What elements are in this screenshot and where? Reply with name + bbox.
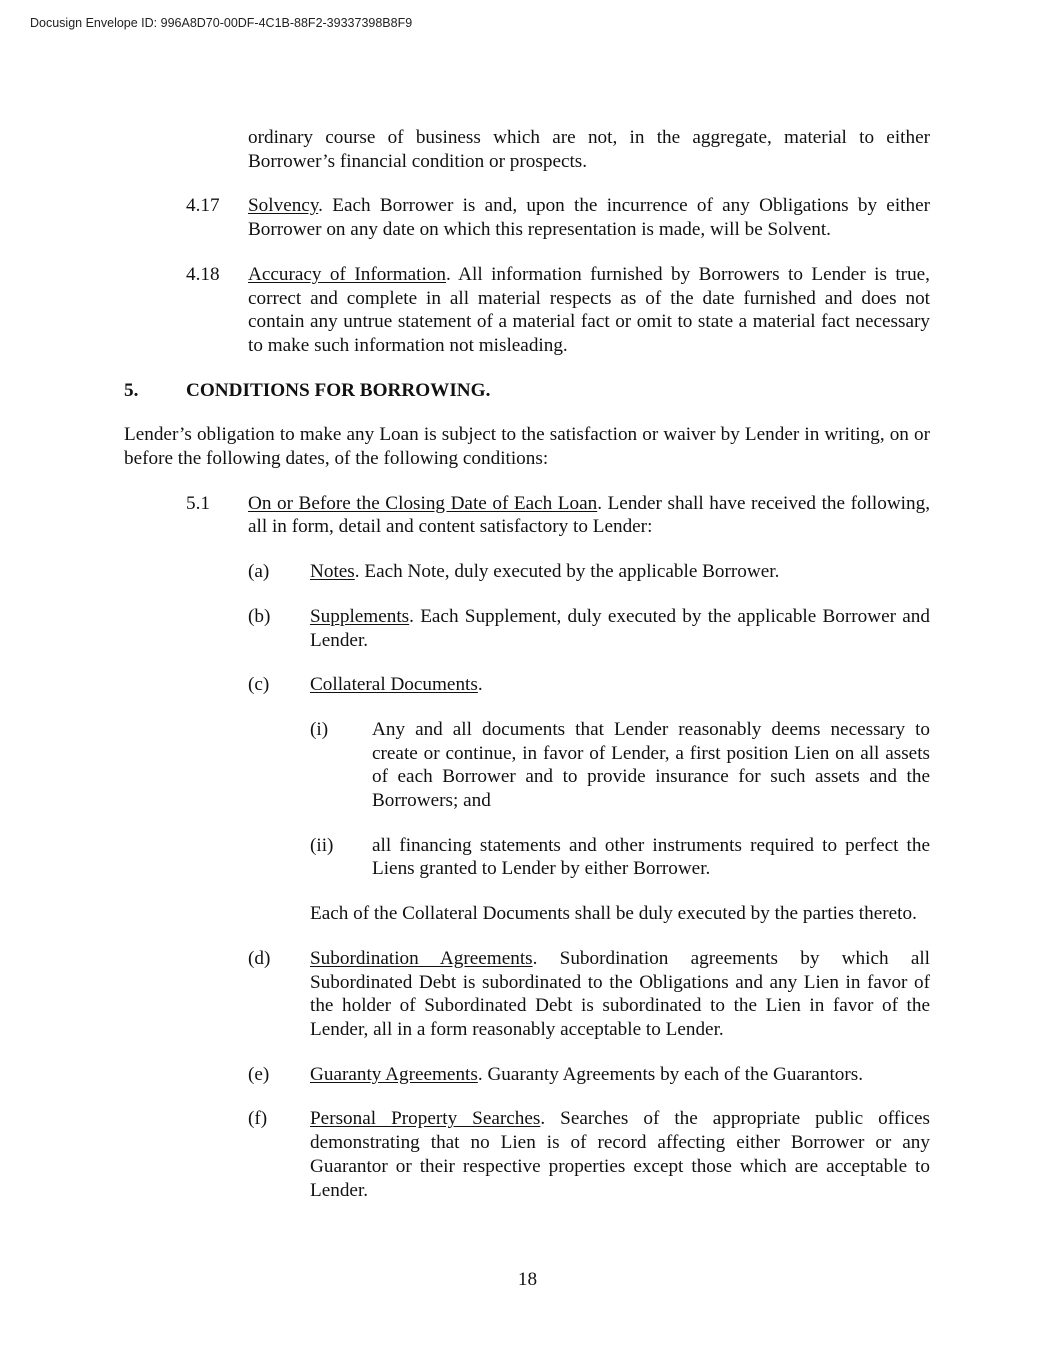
subitem-number: (i) [310,718,329,740]
section-text [248,194,930,241]
item-f [248,1107,930,1202]
item-number: (a) [248,561,270,583]
subitem-c-ii [310,834,930,881]
item-c-closing: Each of the Collateral Documents shall be duly executed by the parties thereto. [310,903,917,925]
item-text [310,1107,930,1202]
item-c [248,673,930,697]
item-title: Guaranty Agreements [310,1063,478,1085]
section-5-1 [186,492,930,539]
item-number: (d) [248,947,271,969]
item-number: (b) [248,605,271,627]
continuation-paragraph: ordinary course of business which are not, in the aggregate, material to either Borrower’s financial condition or prospects. [248,127,930,172]
item-d [248,947,930,1042]
item-body: . Guaranty Agreements by each of the Guarantors. [477,1063,864,1085]
section-title: Solvency [248,195,319,217]
section-body: . All information furnished by Borrowers to Lender is true, correct and complete in all material respects as of the date furnished and does not contain any untrue statement of a material fact or omit to state a material fact necessary to make such information not misleading. [248,263,930,356]
item-body: . Searches of the appropriate public offices demonstrating that no Lien is of record affecting either Borrower or any Guarantor or their respective properties except those which are acceptable to Lender. [310,1108,930,1201]
section-body: . Each Borrower is and, upon the incurrence of any Obligations by either Borrower on any date on which this representation is made, will be Solvent. [248,195,930,241]
item-e [248,1063,930,1087]
item-title: Personal Property Searches [310,1108,541,1130]
section-4-18 [186,263,930,358]
section-number: 4.17 [186,195,220,217]
page-body [124,126,930,1202]
item-title: Supplements [310,605,410,627]
section-number: 4.18 [186,263,220,285]
item-b [248,605,930,652]
item-title: Collateral Documents [310,674,478,696]
item-body: . Each Supplement, duly executed by the applicable Borrower and Lender. [310,605,930,651]
section-5-intro: Lender’s obligation to make any Loan is subject to the satisfaction or waiver by Lender in writing, on or before the following dates, of the following conditions: [124,424,930,470]
subitem-text: all financing statements and other instruments required to perfect the Liens granted to Lender by either Borrower. [372,834,930,880]
envelope-id: Docusign Envelope ID: 996A8D70-00DF-4C1B-88F2-39337398B8F9 [30,16,413,30]
heading-number: 5. [124,379,139,401]
item-body: . [477,674,483,696]
section-title: Accuracy of Information [248,263,446,285]
item-body: . Each Note, duly executed by the applicable Borrower. [354,561,780,583]
subitem-c-i [310,718,930,813]
item-text [310,1063,930,1087]
subitem-number: (ii) [310,834,334,856]
page-number: 18 [517,1269,538,1290]
section-text [248,492,930,539]
item-text [310,673,930,697]
item-number: (f) [248,1108,268,1130]
item-title: Notes [310,561,355,583]
item-text [310,947,930,1042]
item-title: Subordination Agreements [310,947,533,969]
item-text [310,560,930,584]
section-4-17 [186,194,930,241]
item-number: (c) [248,674,270,696]
item-a [248,560,930,584]
subitem-text: Any and all documents that Lender reasonably deems necessary to create or continue, in favor of Lender, a first position Lien on all assets of each Borrower and to provide insurance for such assets and the Borrowers; and [372,718,930,812]
item-body: . Subordination agreements by which all Subordinated Debt is subordinated to the Obligations and any Lien in favor of the holder of Subordinated Debt is subordinated to the Lien in favor of the Lender, all in a form reasonably acceptable to Lender. [310,947,930,1040]
section-text [248,263,930,358]
item-text [310,605,930,652]
section-body: . Lender shall have received the following, all in form, detail and content satisfactory to Lender: [248,492,930,538]
section-5-heading [124,379,930,403]
section-number: 5.1 [186,492,210,514]
item-number: (e) [248,1063,270,1085]
section-title: On or Before the Closing Date of Each Loan [248,492,598,514]
heading-title: CONDITIONS FOR BORROWING. [186,379,491,401]
